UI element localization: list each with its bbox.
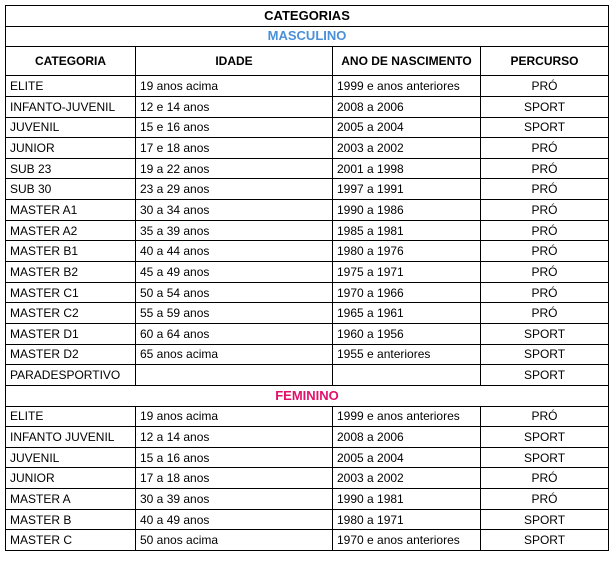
table-row	[6, 468, 609, 489]
cell-categoria: MASTER D1	[6, 323, 136, 344]
cell-ano-nascimento: 1970 e anos anteriores	[333, 530, 481, 551]
cell-idade: 35 a 39 anos	[136, 220, 333, 241]
cell-idade: 15 a 16 anos	[136, 447, 333, 468]
header-percurso: PERCURSO	[481, 47, 609, 76]
cell-percurso: PRÓ	[481, 241, 609, 262]
cell-ano-nascimento: 1955 e anteriores	[333, 344, 481, 365]
table-row	[6, 96, 609, 117]
cell-percurso: SPORT	[481, 365, 609, 386]
table-row	[6, 241, 609, 262]
cell-idade: 40 a 44 anos	[136, 241, 333, 262]
header-row	[6, 47, 609, 76]
table-row	[6, 117, 609, 138]
cell-categoria: JUVENIL	[6, 447, 136, 468]
cell-categoria: MASTER A1	[6, 200, 136, 221]
cell-idade: 40 a 49 anos	[136, 509, 333, 530]
table-row	[6, 509, 609, 530]
cell-ano-nascimento: 1965 a 1961	[333, 303, 481, 324]
cell-idade: 55 a 59 anos	[136, 303, 333, 324]
cell-categoria: MASTER B1	[6, 241, 136, 262]
cell-percurso: SPORT	[481, 427, 609, 448]
cell-percurso: PRÓ	[481, 303, 609, 324]
cell-categoria: JUNIOR	[6, 468, 136, 489]
cell-percurso: PRÓ	[481, 179, 609, 200]
cell-categoria: JUNIOR	[6, 138, 136, 159]
cell-categoria: MASTER A	[6, 489, 136, 510]
cell-categoria: INFANTO-JUVENIL	[6, 96, 136, 117]
cell-idade: 19 a 22 anos	[136, 158, 333, 179]
table-row	[6, 447, 609, 468]
table-row	[6, 262, 609, 283]
cell-categoria: JUVENIL	[6, 117, 136, 138]
cell-ano-nascimento: 2005 a 2004	[333, 117, 481, 138]
table-row	[6, 406, 609, 427]
cell-percurso: SPORT	[481, 117, 609, 138]
cell-categoria: MASTER B	[6, 509, 136, 530]
cell-ano-nascimento: 2003 a 2002	[333, 468, 481, 489]
cell-percurso: PRÓ	[481, 138, 609, 159]
cell-idade: 50 anos acima	[136, 530, 333, 551]
table-row	[6, 427, 609, 448]
cell-ano-nascimento	[333, 365, 481, 386]
cell-idade: 15 e 16 anos	[136, 117, 333, 138]
cell-ano-nascimento: 1980 a 1976	[333, 241, 481, 262]
section-row-masculino	[6, 26, 609, 47]
cell-percurso: SPORT	[481, 530, 609, 551]
cell-idade: 65 anos acima	[136, 344, 333, 365]
header-idade: IDADE	[136, 47, 333, 76]
cell-categoria: ELITE	[6, 76, 136, 97]
cell-ano-nascimento: 2008 a 2006	[333, 96, 481, 117]
cell-ano-nascimento: 1990 a 1986	[333, 200, 481, 221]
table-row	[6, 220, 609, 241]
cell-ano-nascimento: 1970 a 1966	[333, 282, 481, 303]
cell-percurso: PRÓ	[481, 76, 609, 97]
cell-idade: 17 e 18 anos	[136, 138, 333, 159]
cell-categoria: SUB 30	[6, 179, 136, 200]
cell-ano-nascimento: 2008 a 2006	[333, 427, 481, 448]
cell-percurso: PRÓ	[481, 220, 609, 241]
cell-ano-nascimento: 1960 a 1956	[333, 323, 481, 344]
header-ano-nascimento: ANO DE NASCIMENTO	[333, 47, 481, 76]
cell-categoria: MASTER D2	[6, 344, 136, 365]
cell-ano-nascimento: 1985 a 1981	[333, 220, 481, 241]
cell-categoria: MASTER C	[6, 530, 136, 551]
table-row	[6, 323, 609, 344]
table-row	[6, 179, 609, 200]
cell-idade: 60 a 64 anos	[136, 323, 333, 344]
cell-ano-nascimento: 2005 a 2004	[333, 447, 481, 468]
cell-categoria: MASTER C2	[6, 303, 136, 324]
cell-percurso: PRÓ	[481, 406, 609, 427]
cell-percurso: SPORT	[481, 344, 609, 365]
title-row	[6, 6, 609, 27]
cell-idade: 30 a 39 anos	[136, 489, 333, 510]
cell-percurso: SPORT	[481, 447, 609, 468]
cell-ano-nascimento: 2001 a 1998	[333, 158, 481, 179]
categories-table	[5, 5, 609, 551]
cell-idade: 17 a 18 anos	[136, 468, 333, 489]
table-row	[6, 282, 609, 303]
cell-ano-nascimento: 1975 a 1971	[333, 262, 481, 283]
cell-categoria: MASTER A2	[6, 220, 136, 241]
cell-idade: 23 a 29 anos	[136, 179, 333, 200]
table-title: CATEGORIAS	[6, 6, 609, 27]
table-row	[6, 530, 609, 551]
header-categoria: CATEGORIA	[6, 47, 136, 76]
section-label-masculino: MASCULINO	[6, 26, 609, 47]
section-label-feminino: FEMININO	[6, 385, 609, 406]
cell-categoria: PARADESPORTIVO	[6, 365, 136, 386]
cell-categoria: ELITE	[6, 406, 136, 427]
table-row	[6, 138, 609, 159]
cell-categoria: SUB 23	[6, 158, 136, 179]
cell-idade	[136, 365, 333, 386]
cell-idade: 19 anos acima	[136, 406, 333, 427]
cell-categoria: MASTER B2	[6, 262, 136, 283]
cell-idade: 12 e 14 anos	[136, 96, 333, 117]
cell-percurso: PRÓ	[481, 468, 609, 489]
cell-percurso: SPORT	[481, 96, 609, 117]
cell-percurso: PRÓ	[481, 262, 609, 283]
cell-idade: 50 a 54 anos	[136, 282, 333, 303]
table-row	[6, 158, 609, 179]
cell-idade: 19 anos acima	[136, 76, 333, 97]
cell-ano-nascimento: 2003 a 2002	[333, 138, 481, 159]
cell-idade: 45 a 49 anos	[136, 262, 333, 283]
cell-categoria: MASTER C1	[6, 282, 136, 303]
cell-ano-nascimento: 1999 e anos anteriores	[333, 406, 481, 427]
table-row	[6, 76, 609, 97]
cell-percurso: PRÓ	[481, 200, 609, 221]
cell-idade: 12 a 14 anos	[136, 427, 333, 448]
cell-percurso: PRÓ	[481, 158, 609, 179]
table-row	[6, 365, 609, 386]
table-row	[6, 344, 609, 365]
table-row	[6, 489, 609, 510]
table-row	[6, 303, 609, 324]
cell-idade: 30 a 34 anos	[136, 200, 333, 221]
cell-ano-nascimento: 1990 a 1981	[333, 489, 481, 510]
table-row	[6, 200, 609, 221]
cell-percurso: SPORT	[481, 323, 609, 344]
cell-percurso: SPORT	[481, 509, 609, 530]
section-row-feminino	[6, 385, 609, 406]
cell-percurso: PRÓ	[481, 489, 609, 510]
cell-percurso: PRÓ	[481, 282, 609, 303]
cell-ano-nascimento: 1997 a 1991	[333, 179, 481, 200]
cell-categoria: INFANTO JUVENIL	[6, 427, 136, 448]
cell-ano-nascimento: 1999 e anos anteriores	[333, 76, 481, 97]
cell-ano-nascimento: 1980 a 1971	[333, 509, 481, 530]
